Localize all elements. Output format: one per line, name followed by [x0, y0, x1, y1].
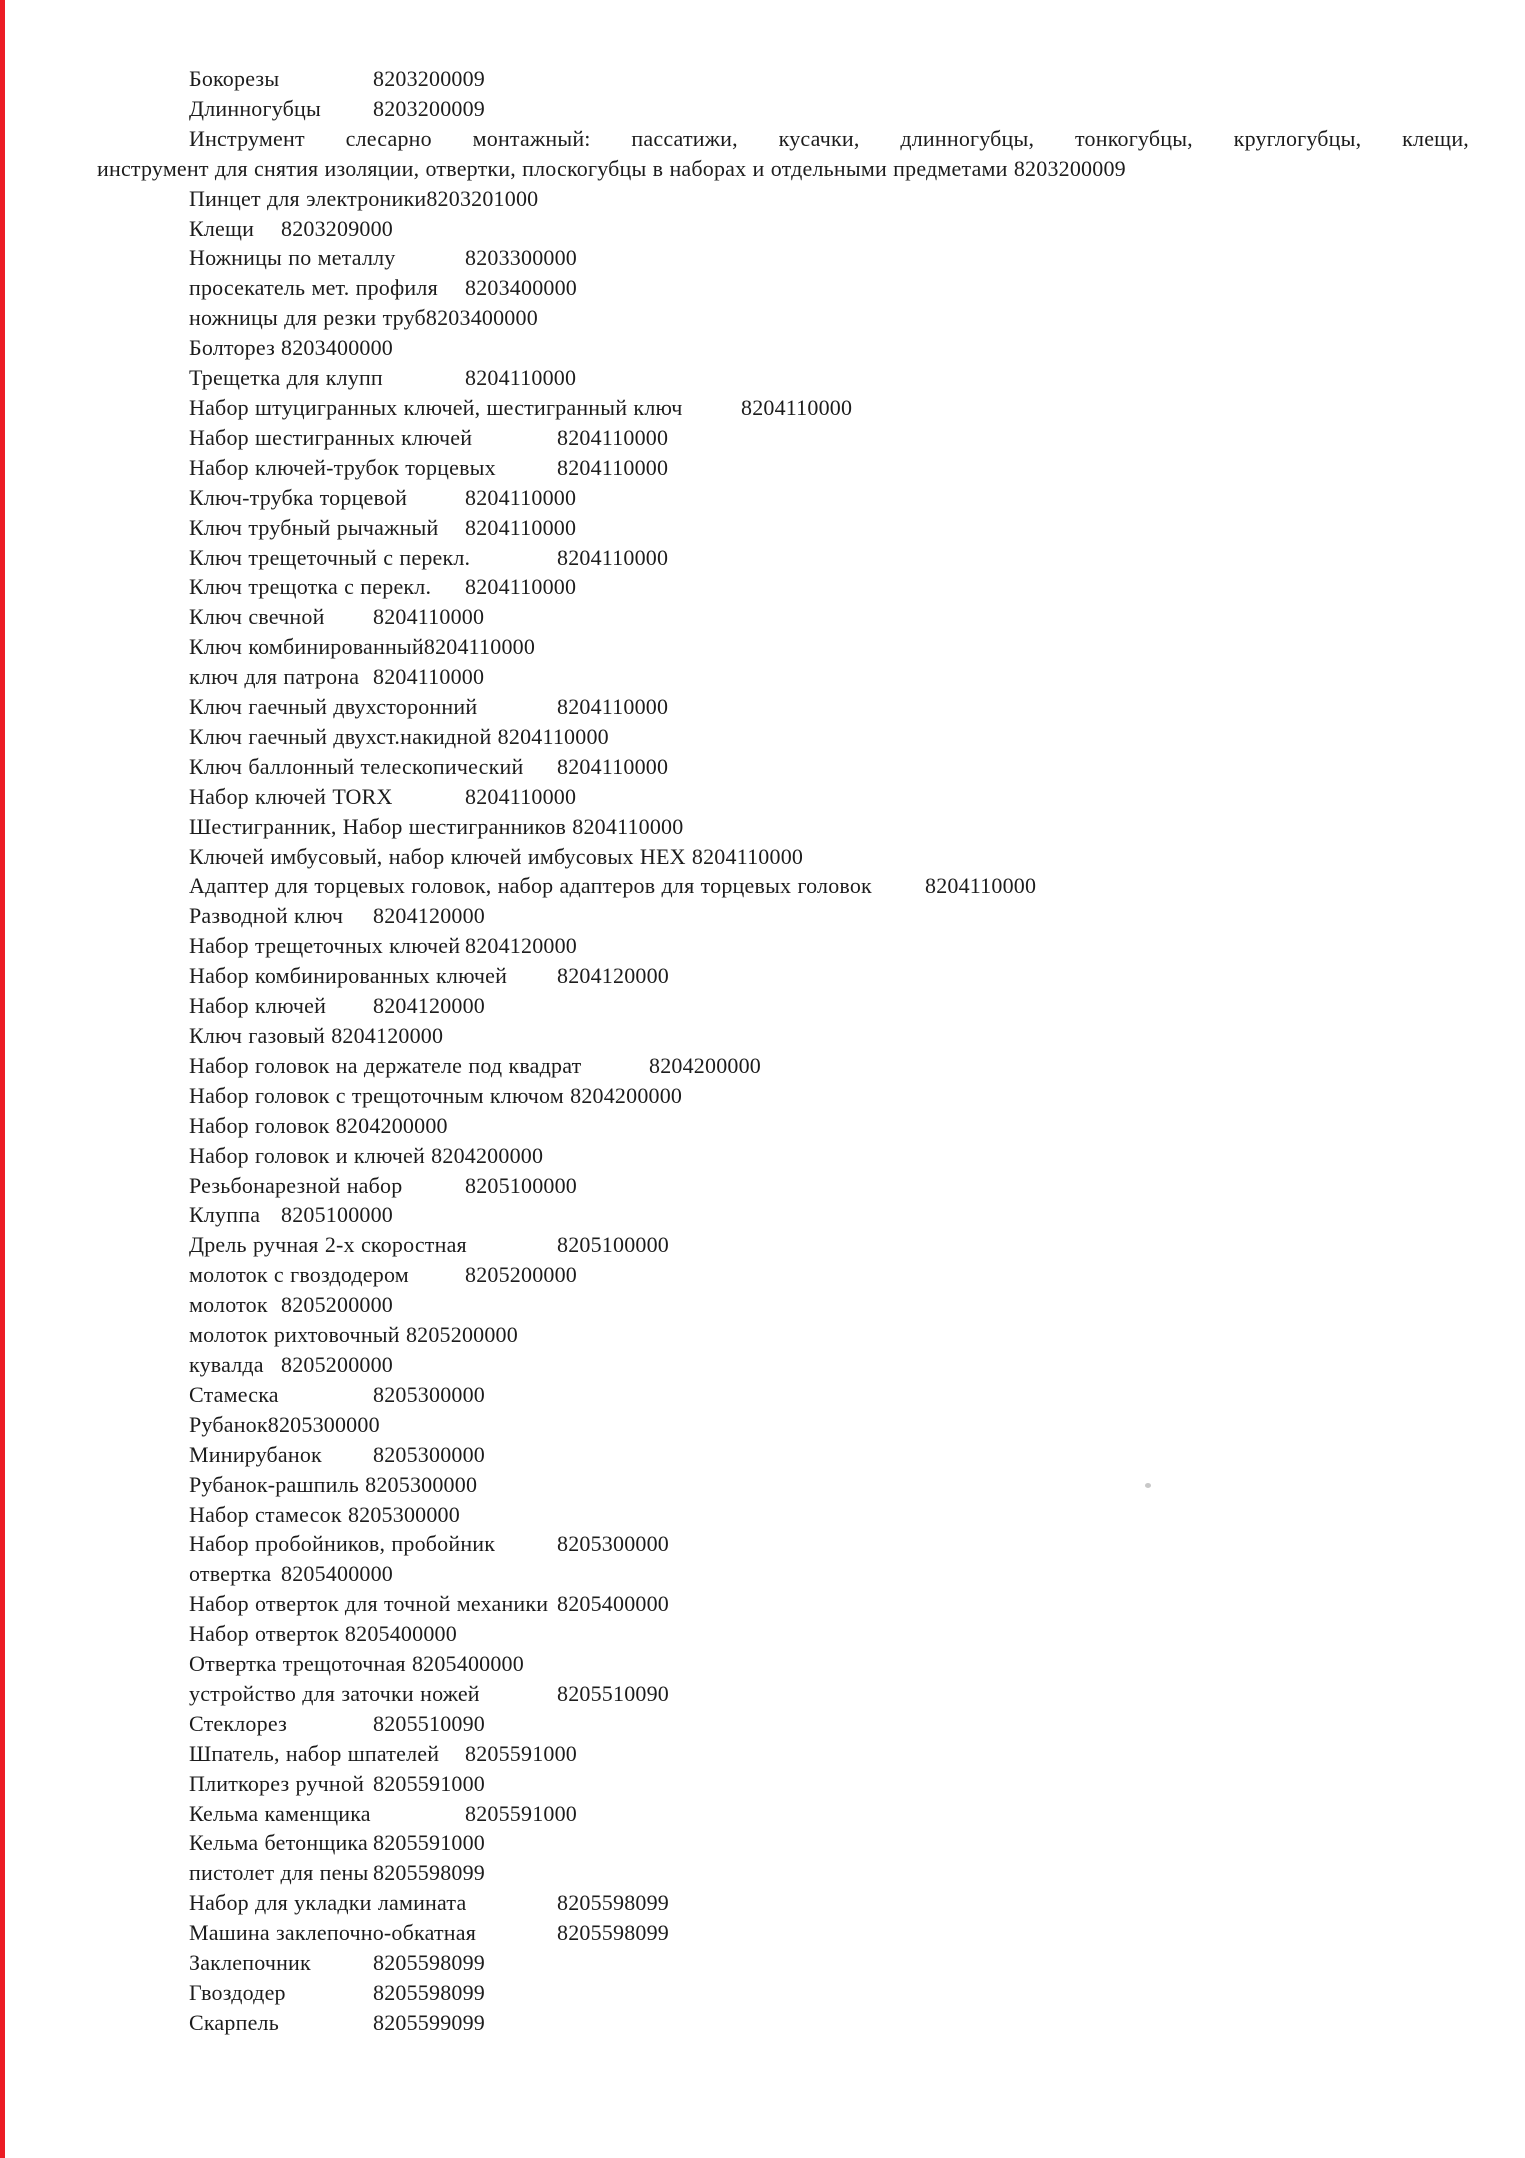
item-row: молоток рихтовочный 8205200000 — [189, 1322, 518, 1348]
item-row: Ключ газовый 8204120000 — [189, 1023, 444, 1048]
item-row: Стамеска 8205300000 — [189, 1381, 485, 1407]
item-row: отвертка 8205400000 — [189, 1561, 393, 1587]
item-row: молоток 8205200000 — [189, 1292, 393, 1318]
item-row: Ножницы по металлу 8203300000 — [189, 245, 577, 271]
item-row: Шестигранник, Набор шестигранников 8204110000 — [189, 813, 684, 839]
item-row: Набор штуцигранных ключей, шестигранный ключ 8204110000 — [189, 394, 853, 420]
item-row: Разводной ключ 8204120000 — [189, 903, 485, 929]
item-row: Набор отверток 8205400000 — [189, 1621, 457, 1647]
document-text-block — [97, 64, 1469, 2038]
item-row: Машина заклепочно-обкатная 8205598099 — [189, 1920, 669, 1946]
item-row: Кельма каменщика 8205591000 — [189, 1800, 577, 1826]
item-row: Рубанок-рашпиль 8205300000 — [189, 1471, 478, 1497]
item-row: молоток с гвоздодером 8205200000 — [189, 1262, 577, 1288]
item-row: Набор ключей-трубок торцевых 8204110000 — [189, 454, 669, 480]
item-row: Набор шестигранных ключей 8204110000 — [189, 424, 669, 450]
item-row: Пинцет для электроники8203201000 — [189, 185, 539, 211]
item-row: Минирубанок 8205300000 — [189, 1441, 485, 1467]
scan-artifact-dot — [1145, 1483, 1151, 1488]
item-row: Набор головок с трещоточным ключом 8204200000 — [189, 1082, 683, 1108]
item-row: Заклепочник 8205598099 — [189, 1950, 485, 1976]
item-row: ножницы для резки труб8203400000 — [189, 305, 538, 331]
item-row: Набор головок и ключей 8204200000 — [189, 1142, 544, 1168]
item-row: Набор головок 8204200000 — [189, 1112, 448, 1138]
item-row: Шпатель, набор шпателей 8205591000 — [189, 1740, 577, 1766]
paragraph-line: инструмент для снятия изоляции, отвертки, плоскогубцы в наборах и отдельными предметами 8203200009 — [97, 155, 1126, 181]
item-row: Отвертка трещоточная 8205400000 — [189, 1651, 524, 1677]
paragraph-line: Инструмент слесарно монтажный: пассатижи, кусачки, длинногубцы, тонкогубцы, круглогубцы, клещи, — [189, 125, 1469, 151]
item-row: Клещи 8203209000 — [189, 215, 393, 241]
item-row: Рубанок8205300000 — [189, 1411, 380, 1437]
item-row: Гвоздодер 8205598099 — [189, 1980, 485, 2005]
scan-edge-line — [0, 0, 5, 2158]
item-row: Набор отверток для точной механики 8205400000 — [189, 1591, 669, 1617]
item-row: Набор ключей TORX 8204110000 — [189, 783, 577, 809]
item-row: устройство для заточки ножей 8205510090 — [189, 1680, 669, 1706]
item-row: Болторез 8203400000 — [189, 335, 393, 361]
item-row: Набор головок на держателе под квадрат 8204200000 — [189, 1052, 761, 1078]
item-row: Набор комбинированных ключей 8204120000 — [189, 963, 669, 989]
item-row: Набор пробойников, пробойник 8205300000 — [189, 1531, 669, 1557]
item-row: Ключ гаечный двухст.накидной 8204110000 — [189, 723, 609, 749]
item-row: Ключ гаечный двухсторонний 8204110000 — [189, 694, 669, 720]
item-row: Кельма бетонщика 8205591000 — [189, 1830, 485, 1856]
item-row: пистолет для пены 8205598099 — [189, 1860, 485, 1886]
item-row: Бокорезы 8203200009 — [189, 66, 485, 91]
item-row: Ключ комбинированный8204110000 — [189, 634, 536, 660]
item-row: Адаптер для торцевых головок, набор адаптеров для торцевых головок 8204110000 — [189, 873, 1037, 899]
item-row: Резьбонарезной набор 8205100000 — [189, 1172, 577, 1198]
item-row: Набор ключей 8204120000 — [189, 993, 485, 1019]
item-row: Ключ баллонный телескопический 8204110000 — [189, 753, 669, 779]
item-row: Ключ трубный рычажный 8204110000 — [189, 514, 577, 540]
item-row: Клуппа 8205100000 — [189, 1202, 393, 1228]
item-row: Дрель ручная 2-х скоростная 8205100000 — [189, 1232, 669, 1258]
item-row: Ключ-трубка торцевой 8204110000 — [189, 484, 577, 510]
item-row: Ключ свечной 8204110000 — [189, 604, 485, 630]
item-row: ключ для патрона 8204110000 — [189, 664, 485, 690]
item-row: Трещетка для клупп 8204110000 — [189, 365, 577, 391]
item-row: Ключ трещотка с перекл. 8204110000 — [189, 574, 577, 600]
item-row: Набор для укладки ламината 8205598099 — [189, 1890, 669, 1916]
item-row: Ключей имбусовый, набор ключей имбусовых HEX 8204110000 — [189, 843, 804, 869]
item-row: Длинногубцы 8203200009 — [189, 95, 485, 121]
item-row: Стеклорез 8205510090 — [189, 1710, 485, 1736]
item-row: Набор трещеточных ключей 8204120000 — [189, 933, 577, 959]
item-row: кувалда 8205200000 — [189, 1351, 393, 1377]
item-row: Скарпель 8205599099 — [189, 2009, 485, 2035]
item-row: просекатель мет. профиля 8203400000 — [189, 275, 577, 301]
item-row: Набор стамесок 8205300000 — [189, 1501, 460, 1527]
item-row: Плиткорез ручной 8205591000 — [189, 1770, 485, 1796]
item-row: Ключ трещеточный с перекл. 8204110000 — [189, 544, 669, 570]
